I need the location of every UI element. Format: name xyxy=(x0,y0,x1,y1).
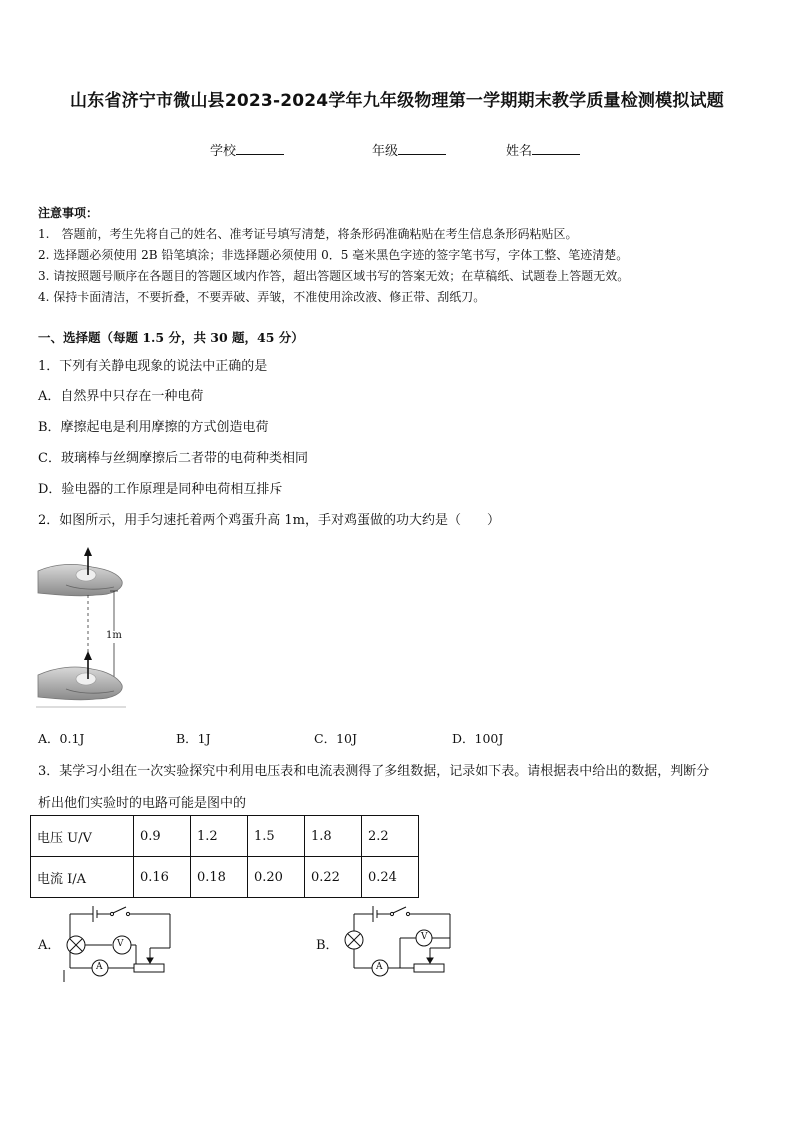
circuit-b-label[interactable]: B． xyxy=(316,938,339,953)
grade-field[interactable] xyxy=(372,140,446,159)
notes-section xyxy=(38,203,629,308)
ammeter-b-label: A xyxy=(376,962,383,972)
note-item: 2. 选择题必须使用 2B 铅笔填涂；非选择题必须使用 0．5 毫米黑色字迹的签字笔书写，字体工整、笔迹清楚。 xyxy=(38,248,629,262)
q1-option-a[interactable]: A．自然界中只存在一种电荷 xyxy=(38,389,204,404)
table-cell: 1.8 xyxy=(305,816,362,857)
table-row xyxy=(31,857,419,898)
school-field[interactable] xyxy=(210,140,284,159)
ammeter-a-label: A xyxy=(96,962,103,972)
figure-label-1m: 1m xyxy=(106,630,122,641)
table-cell: 0.18 xyxy=(191,857,248,898)
voltmeter-b-label: V xyxy=(421,932,428,942)
q1-option-b[interactable]: B．摩擦起电是利用摩擦的方式创造电荷 xyxy=(38,420,269,435)
grade-blank[interactable] xyxy=(398,142,446,155)
table-cell: 2.2 xyxy=(362,816,419,857)
q1-option-c[interactable]: C．玻璃棒与丝绸摩擦后二者带的电荷种类相同 xyxy=(38,451,308,466)
name-blank[interactable] xyxy=(532,142,580,155)
data-table xyxy=(30,815,419,898)
note-item: 3. 请按照题号顺序在各题目的答题区域内作答，超出答题区域书写的答案无效；在草稿纸、试题卷上答题无效。 xyxy=(38,269,630,283)
table-cell: 0.20 xyxy=(248,857,305,898)
grade-label: 年级 xyxy=(372,144,399,159)
page-title: 山东省济宁市微山县2023-2024学年九年级物理第一学期期末教学质量检测模拟试题 xyxy=(70,91,724,111)
q1-stem: 1．下列有关静电现象的说法中正确的是 xyxy=(38,359,268,374)
q2-option-d[interactable]: D．100J xyxy=(452,731,504,746)
voltmeter-a-label: V xyxy=(117,939,124,949)
table-cell: 0.22 xyxy=(305,857,362,898)
note-item: 4. 保持卡面清洁，不要折叠，不要弄破、弄皱，不准使用涂改液、修正带、刮纸刀。 xyxy=(38,290,486,304)
table-cell: 0.24 xyxy=(362,857,419,898)
table-cell: 1.5 xyxy=(248,816,305,857)
table-header-cell: 电流 I/A xyxy=(31,857,134,898)
circuit-b-diagram xyxy=(340,900,460,985)
q2-stem: 2．如图所示，用手匀速托着两个鸡蛋升高 1m，手对鸡蛋做的功大约是（ ） xyxy=(38,513,501,528)
table-cell: 0.16 xyxy=(134,857,191,898)
q3-stem-line1: 3．某学习小组在一次实验探究中利用电压表和电流表测得了多组数据，记录如下表。请根据表中给出的数据，判断分 xyxy=(38,764,710,779)
section-title: 一、选择题（每题 1.5 分，共 30 题，45 分） xyxy=(38,330,304,345)
name-field[interactable] xyxy=(506,140,580,159)
q3-stem-line2: 析出他们实验时的电路可能是图中的 xyxy=(38,796,247,811)
table-cell: 0.9 xyxy=(134,816,191,857)
notes-title: 注意事项： xyxy=(38,206,99,220)
school-label: 学校 xyxy=(210,144,237,159)
q2-option-c[interactable]: C．10J xyxy=(314,731,357,746)
q2-option-a[interactable]: A．0.1J xyxy=(38,731,85,746)
circuit-a-label[interactable]: A． xyxy=(38,938,61,953)
note-item: 1. 答题前，考生先将自己的姓名、准考证号填写清楚，将条形码准确粘贴在考生信息条形码粘贴区。 xyxy=(38,227,578,241)
school-blank[interactable] xyxy=(236,142,284,155)
table-cell: 1.2 xyxy=(191,816,248,857)
q1-option-d[interactable]: D．验电器的工作原理是同种电荷相互排斥 xyxy=(38,482,283,497)
table-row xyxy=(31,816,419,857)
table-header-cell: 电压 U/V xyxy=(31,816,134,857)
q2-option-b[interactable]: B．1J xyxy=(176,731,211,746)
name-label: 姓名 xyxy=(506,144,533,159)
